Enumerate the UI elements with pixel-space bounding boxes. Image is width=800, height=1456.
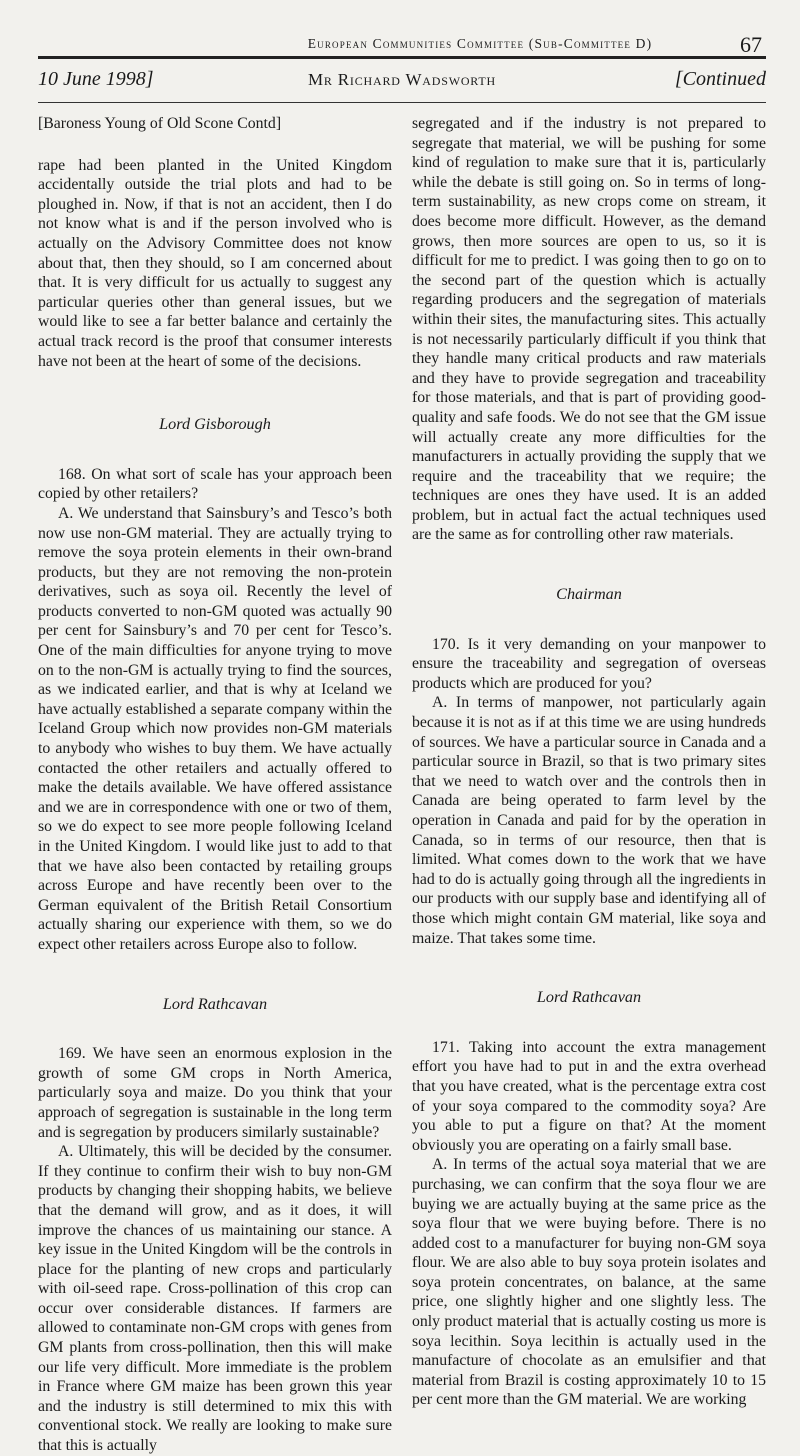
subheader-rule — [38, 102, 766, 103]
speaker-heading: Lord Rathcavan — [536, 988, 642, 1007]
witness-name: Mr Richard Wadsworth — [308, 70, 496, 89]
answer-170: A. In terms of manpower, not particularly again because it is not as if at this time we are using hundreds of sources. We have a particular source in Canada and a particular source in Brazil, so that is two primary sites that we need to watch over and the controls then in Canada are being operated to farm level by the operation in Canada and paid for by the operation in Canada, so in terms of our resource, then that is limited. What comes down to the work that we have had to do is actually going through all the ingredients in our products with our supply base and identifying all of those which might contain GM material, like soya and maize. That takes some time. — [412, 694, 766, 947]
page-number: 67 — [740, 32, 762, 57]
left-column — [38, 114, 392, 1456]
speaker-heading: Lord Rathcavan — [162, 994, 268, 1013]
header-rule — [38, 56, 766, 59]
paragraph: rape had been planted in the United Kingdom accidentally outside the trial plots and had to be ploughed in. Now, if that is not an accident, then I do not know what is and if the person involved who is actually on the Advisory Committee does not know about that, then they should, so I am concerned about that. It is very difficult for us actually to suggest any particular queries other than general issues, but we would like to see a far better balance and certainly the actual track record is the proof that consumer interests have not been at the heart of some of the decisions. — [38, 156, 392, 370]
question-169: 169. We have seen an enormous explosion in the growth of some GM crops in North America, particularly soya and maize. Do you think that your approach of segregation is sustainable in the long term and is segregation by producers similarly sustainable? — [38, 1045, 392, 1141]
speaker-heading: Chairman — [556, 585, 622, 604]
question-171: 171. Taking into account the extra management effort you have had to put in and the extra overhead that you have created, what is the percentage extra cost of your soya compared to the commodity soya? Are you able to put a figure on that? At the moment obviously you are operating on a fairly small base. — [412, 1038, 766, 1154]
continued-label: [Continued — [674, 68, 766, 90]
subheader — [38, 64, 766, 96]
right-column — [412, 114, 766, 1410]
continued-speaker-label: [Baroness Young of Old Scone Contd] — [38, 115, 282, 132]
running-title: European Communities Committee (Sub-Committee D) — [307, 36, 653, 51]
session-date: 10 June 1998] — [38, 68, 154, 90]
question-168: 168. On what sort of scale has your approach been copied by other retailers? — [38, 465, 392, 503]
speaker-heading: Lord Gisborough — [159, 415, 271, 434]
answer-168: A. We understand that Sainsbury’s and Tesco’s both now use non-GM material. They are actually trying to remove the soya protein elements in their own-brand products, but they are not removing the non-protein derivatives, such as soya oil. Recently the level of products converted to non-GM quoted was actually 90 per cent for Sainsbury’s and 70 per cent for Tesco’s. One of the main difficulties for anyone trying to move on to the non-GM is actually trying to find the sources, as we indicated earlier, and that is why at Iceland we have actually established a separate company within the Iceland Group which now provides non-GM materials to anybody who wishes to buy them. We have actually contacted the other retailers and actually offered to make the details available. We have offered assistance and we are in correspondence with one or two of them, so we do expect to see more people following Iceland in the United Kingdom. I would like just to add to that that we have also been contacted by retailing groups across Europe and have recently been over to the German equivalent of the British Retail Consortium actually sharing our experience with them, so we do expect other retailers across Europe also to follow. — [38, 504, 392, 953]
answer-169: A. Ultimately, this will be decided by the consumer. If they continue to confirm their wish to buy non-GM products by changing their shopping habits, we believe that the demand will grow, and as it does, it will improve the chances of us maintaining our stance. A key issue in the United Kingdom will be the controls in place for the planting of new crops and particularly with oil-seed rape. Cross-pollination of this crop can occur over considerable distances. If farmers are allowed to contaminate non-GM crops with genes from GM plants from cross-pollination, then this will make our life very difficult. More immediate is the problem in France where GM maize has been grown this year and the industry is still determined to mix this with conventional stock. We really are looking to make sure that this is actually — [38, 1143, 392, 1455]
answer-171: A. In terms of the actual soya material that we are purchasing, we can confirm that the soya flour we are buying we are actually buying at the same price as the soya flour that we were buying before. There is no added cost to a manufacturer for buying non-GM soya flour. We are also able to buy soya protein isolates and soya protein concentrates, on balance, at the same price, one slightly higher and one slightly less. The only product material that is actually costing us more is soya lecithin. Soya lecithin is actually used in the manufacture of chocolate as an emulsifier and that material from Brazil is costing approximately 10 to 15 per cent more than the GM material. We are working — [412, 1156, 766, 1409]
paragraph: segregated and if the industry is not prepared to segregate that material, we will be pushing for some kind of regulation to make sure that it is, particularly while the debate is still going on. So in terms of long-term sustainability, as new crops come on stream, it does become more difficult. However, as the demand grows, then more sources are open to us, so it is difficult for me to predict. I was going then to go on to the second part of the question which is actually regarding producers and the segregation of materials within their sites, the manufacturing sites. This actually is not necessarily particularly difficult if you think that they handle many critical products and raw materials and they have to provide segregation and traceability for those materials, and that is part of providing good-quality and safe foods. We do not see that the GM issue will actually create any more difficulties for the manufacturers in actually providing the supply that we require and the traceability that we require; the techniques are ones they have used. It is an added problem, but in actual fact the actual techniques used are the same as for controlling other raw materials. — [412, 115, 766, 544]
question-170: 170. Is it very demanding on your manpower to ensure the traceability and segregation of overseas products which are produced for you? — [412, 635, 766, 692]
